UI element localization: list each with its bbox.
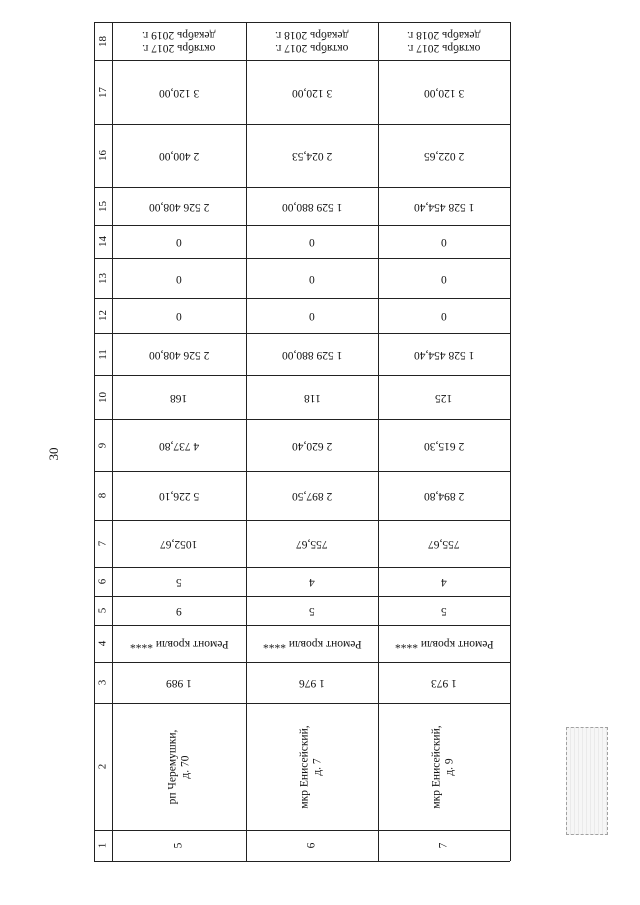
cell-value: 2 894,80 xyxy=(423,490,465,502)
value-cell-col-10 xyxy=(378,375,510,419)
column-number-header xyxy=(94,625,112,662)
page-number: 30 xyxy=(46,447,61,461)
cell-value: 0 xyxy=(176,236,182,248)
value-cell-col-12 xyxy=(246,298,378,333)
value-cell-col-12 xyxy=(378,298,510,333)
column-number-header xyxy=(94,830,112,861)
value-cell-col-17 xyxy=(246,60,378,124)
value-cell-col-11 xyxy=(246,333,378,375)
address-line: д. 9 xyxy=(443,757,456,776)
value-cell-col-5 xyxy=(378,596,510,625)
column-number: 3 xyxy=(96,679,109,686)
cell-value: 4 737,80 xyxy=(158,439,200,452)
value-cell-col-14 xyxy=(112,225,246,258)
year-cell xyxy=(112,662,246,703)
work-type-cell xyxy=(112,625,246,662)
column-number: 1 xyxy=(96,842,109,849)
column-number-header xyxy=(94,375,112,419)
year-cell xyxy=(246,662,378,703)
cell-value: 4 xyxy=(441,576,447,588)
column-number-header xyxy=(94,471,112,520)
cell-value: 0 xyxy=(441,310,447,322)
value-cell-col-6 xyxy=(378,567,510,596)
column-number: 15 xyxy=(96,200,109,212)
column-number: 6 xyxy=(96,578,109,585)
cell-value: 3 120,00 xyxy=(158,86,200,99)
value-cell-col-9 xyxy=(246,419,378,471)
cell-value: 2 897,50 xyxy=(291,490,333,502)
address-line: д. 70 xyxy=(179,754,191,779)
value-cell-col-8 xyxy=(112,471,246,520)
cell-value: 5 xyxy=(176,576,182,588)
value-cell-col-15 xyxy=(378,187,510,225)
address-cell xyxy=(246,703,378,830)
cell-value: 118 xyxy=(303,391,321,404)
value-cell-col-5 xyxy=(112,596,246,625)
column-number-header xyxy=(94,703,112,830)
work-type-cell xyxy=(246,625,378,662)
column-number: 5 xyxy=(96,607,109,614)
row-number-cell xyxy=(246,830,378,861)
value-cell-col-9 xyxy=(112,419,246,471)
address-line: рп Черемушки, xyxy=(166,729,178,804)
cell-value: 0 xyxy=(309,272,315,285)
value-cell-col-6 xyxy=(246,567,378,596)
value-cell-col-16 xyxy=(112,124,246,187)
cell-value: 5 226,10 xyxy=(158,490,200,502)
period-cell xyxy=(246,22,378,60)
work-type-cell xyxy=(378,625,510,662)
row-number-cell xyxy=(112,830,246,861)
cell-value: 755,67 xyxy=(296,538,328,550)
value-cell-col-7 xyxy=(112,520,246,567)
cell-value: 755,67 xyxy=(428,538,460,550)
column-number: 9 xyxy=(96,442,109,448)
value-cell-col-13 xyxy=(378,258,510,298)
column-number-header xyxy=(94,22,112,60)
value-cell-col-11 xyxy=(378,333,510,375)
column-number: 13 xyxy=(96,272,109,284)
scan-stamp-mark xyxy=(566,727,608,835)
value-cell-col-13 xyxy=(112,258,246,298)
column-number-header xyxy=(94,662,112,703)
column-number-header xyxy=(94,419,112,471)
address-cell xyxy=(112,703,246,830)
column-number-header xyxy=(94,567,112,596)
value-cell-col-10 xyxy=(112,375,246,419)
period-start: октябрь 2017 г. xyxy=(407,42,481,54)
column-number: 11 xyxy=(96,348,109,360)
value-cell-col-12 xyxy=(112,298,246,333)
period-cell xyxy=(378,22,510,60)
cell-value: 4 xyxy=(309,576,315,588)
column-number: 10 xyxy=(96,391,109,403)
cell-value: 1 528 454,40 xyxy=(413,200,475,213)
period-end: декабрь 2019 г. xyxy=(142,29,216,41)
column-number-header xyxy=(94,596,112,625)
value-cell-col-8 xyxy=(246,471,378,520)
column-number-header xyxy=(94,60,112,124)
cell-value: 6 xyxy=(305,842,318,849)
value-cell-col-15 xyxy=(112,187,246,225)
value-cell-col-11 xyxy=(112,333,246,375)
column-number: 8 xyxy=(96,492,109,499)
column-number-header xyxy=(94,187,112,225)
cell-value: 2 526 408,00 xyxy=(148,348,210,361)
value-cell-col-17 xyxy=(378,60,510,124)
row-number-cell xyxy=(378,830,510,861)
column-number: 14 xyxy=(96,236,109,247)
cell-value: 0 xyxy=(441,236,447,248)
column-number-header xyxy=(94,333,112,375)
column-number-header xyxy=(94,520,112,567)
cell-value: 5 xyxy=(309,605,315,617)
cell-value: 5 xyxy=(441,605,447,617)
column-number: 18 xyxy=(96,35,109,47)
cell-value: 1 528 454,40 xyxy=(413,348,475,361)
cell-value: 5 xyxy=(172,842,185,849)
column-number: 4 xyxy=(96,640,109,647)
value-cell-col-7 xyxy=(246,520,378,567)
table-vertical-line xyxy=(510,22,511,861)
column-number: 17 xyxy=(96,86,109,98)
column-number-header xyxy=(94,298,112,333)
period-start: октябрь 2017 г. xyxy=(275,42,349,54)
column-number-header xyxy=(94,225,112,258)
cell-value: 3 120,00 xyxy=(423,86,465,99)
cell-value: 2 022,65 xyxy=(423,150,465,162)
address-line: мкр Енисейский, xyxy=(298,724,311,809)
cell-value: 2 400,00 xyxy=(158,150,200,162)
cell-value: 0 xyxy=(176,310,182,322)
cell-value: 2 024,53 xyxy=(291,150,333,162)
column-number-header xyxy=(94,258,112,298)
column-number: 12 xyxy=(96,310,109,321)
value-cell-col-5 xyxy=(246,596,378,625)
column-number: 7 xyxy=(96,540,109,547)
value-cell-col-16 xyxy=(378,124,510,187)
value-cell-col-9 xyxy=(378,419,510,471)
cell-value: 0 xyxy=(309,310,315,322)
value-cell-col-7 xyxy=(378,520,510,567)
cell-value: 1 529 880,00 xyxy=(281,348,343,361)
address-line: мкр Енисейский, xyxy=(430,724,443,809)
value-cell-col-10 xyxy=(246,375,378,419)
year-cell xyxy=(378,662,510,703)
value-cell-col-15 xyxy=(246,187,378,225)
period-cell xyxy=(112,22,246,60)
cell-value: Ремонт кровли **** xyxy=(262,638,362,650)
cell-value: 1 989 xyxy=(166,677,192,689)
value-cell-col-13 xyxy=(246,258,378,298)
cell-value: 9 xyxy=(176,605,182,617)
cell-value: 2 526 408,00 xyxy=(148,200,210,213)
cell-value: 1 973 xyxy=(431,677,457,689)
value-cell-col-8 xyxy=(378,471,510,520)
value-cell-col-6 xyxy=(112,567,246,596)
table-horizontal-line xyxy=(94,861,510,862)
value-cell-col-14 xyxy=(246,225,378,258)
value-cell-col-16 xyxy=(246,124,378,187)
cell-value: 0 xyxy=(441,272,447,285)
cell-value: 0 xyxy=(309,236,315,248)
cell-value: 2 615,30 xyxy=(423,439,465,452)
cell-value: 3 120,00 xyxy=(291,86,333,99)
period-end: декабрь 2018 г. xyxy=(275,29,349,41)
cell-value: 7 xyxy=(437,842,450,849)
cell-value: Ремонт кровли **** xyxy=(394,638,494,650)
cell-value: 1 529 880,00 xyxy=(281,200,343,213)
cell-value: 168 xyxy=(170,391,188,404)
cell-value: Ремонт кровли **** xyxy=(129,638,229,650)
column-number: 16 xyxy=(96,150,109,161)
period-end: декабрь 2018 г. xyxy=(407,29,481,41)
address-line: д. 7 xyxy=(311,757,324,776)
cell-value: 2 620,40 xyxy=(291,439,333,452)
value-cell-col-17 xyxy=(112,60,246,124)
period-start: октябрь 2017 г. xyxy=(142,42,216,54)
cell-value: 1 976 xyxy=(299,677,325,689)
cell-value: 125 xyxy=(435,391,453,404)
address-cell xyxy=(378,703,510,830)
column-number-header xyxy=(94,124,112,187)
column-number: 2 xyxy=(96,763,109,770)
value-cell-col-14 xyxy=(378,225,510,258)
cell-value: 0 xyxy=(176,272,182,285)
cell-value: 1052,67 xyxy=(160,538,198,550)
